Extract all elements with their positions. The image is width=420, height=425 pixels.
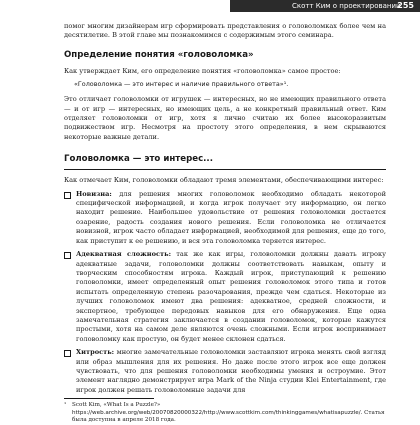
checkbox-bullet-icon [64, 350, 71, 357]
list-item-trickiness [64, 348, 386, 395]
footnote-author: Scott Kim, «What Is a Puzzle?» [72, 402, 161, 408]
section-heading-interest: Головоломка — это интерес... [64, 154, 386, 170]
running-header-title: Скотт Ким о проектировании головоломок [292, 2, 401, 22]
footnote-url-link[interactable]: https://web.archive.org/web/20070820000322/http://www.scottkim.com/thinkinggames/whatisapuzzle/ [72, 409, 361, 416]
checkbox-bullet-icon [64, 192, 71, 199]
definition-lead: Как утверждает Ким, его определение понятия «головоломка» самое простое: [64, 66, 341, 75]
footnote [64, 402, 386, 425]
page-body [64, 22, 386, 399]
definition-quote: «Головоломка — это интерес и наличие правильного ответа»¹. [74, 80, 289, 89]
list-item-title: Новизна: [76, 189, 112, 198]
interest-lead: Как отмечает Ким, головоломки обладают тремя элементами, обеспечивающими интерес: [64, 176, 384, 185]
list-item-novelty [64, 190, 386, 246]
footnote-number: ¹ [64, 402, 67, 408]
section-heading-definition: Определение понятия «головоломка» [64, 49, 254, 60]
footnote-divider [64, 398, 154, 399]
definition-paragraph: Это отличает головоломки от игрушек — интересных, но не имеющих правильного ответа — и от игр — интересных, но имеющих цель, а не конкретный правильный ответ. Ким отделяет головоломки от игр, хотя я лично считаю их более высокоразвитым подвижеством игр. Несмотря на простоту этого определения, в нем скрываются некоторые важные детали. [64, 95, 386, 141]
footnote-note: . Статья была доступна в апреле 2018 года. [72, 409, 385, 424]
checkbox-bullet-icon [64, 252, 71, 259]
list-item-title: Хитрость: [76, 348, 115, 357]
intro-paragraph: помог многим дизайнерам игр сформировать представления о головоломках более чем на десятилетие. В этой главе мы познакомимся с содержимым этого семинара. [64, 22, 386, 40]
list-item-text: многие замечательные головоломки заставляют игрока менять свой взгляд или образ мышления для их решения. Но даже после этого игрок все еще должен чувствовать, что для решения головоломки необходимы умения и остроумие. Этот элемент наглядно демонстрирует игра Mark of the Ninja студии Klei Entertainment, где игрок должен решать головоломные задачи для [76, 348, 386, 394]
page-number: 255 [397, 1, 414, 10]
list-item-difficulty [64, 250, 386, 344]
running-header [230, 0, 420, 22]
interest-elements-list [64, 190, 386, 396]
list-item-text: для решения многих головоломок необходимо обладать некоторой специфической информацией, и когда игрок получает эту информацию, он легко находит решение. Наибольшее удовольствие от решения головоломки достается озарение, радость создания нового решения. Если головоломка не отличается новизной, игрок часто обладает информацией, необходимой для решения, еще до того, как приступит к ее решению, и вся эта головоломка теряется интерес. [76, 189, 386, 245]
list-item-title: Адекватная сложность: [76, 250, 172, 259]
list-item-text: так же как игры, головоломки должны давать игроку адекватные задачи, головоломки должны соответствовать навыкам, опыту и творческим способностям игрока. Каждый игрок, приступающий к решению головоломки, имеет определенный опыт решения головоломок этого типа и готов испытать определенную степень разочарования, прежде чем сдаться. Некоторые из лучших головоломок имеют два решения: адекватное, средней сложности, и экспертное, требующее передовых навыков для его обнаружения. Еще одна замечательная стратегия заключается в создании головоломок, которые кажутся простыми, хотя на самом деле являются очень сложными. Если игрок воспринимает головоломку как простую, он будет менее склонен сдаться. [76, 250, 386, 343]
